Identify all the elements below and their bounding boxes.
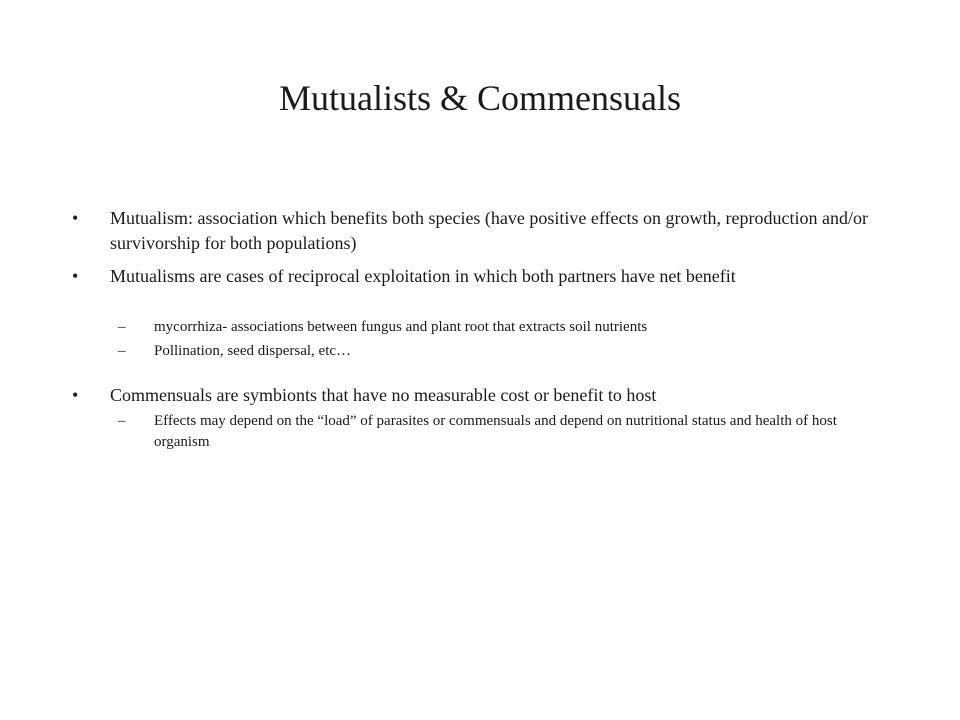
dash-marker: – — [118, 413, 126, 429]
bullet-marker: • — [72, 266, 79, 286]
bullet-item — [72, 383, 872, 408]
bullet-marker: • — [72, 385, 79, 405]
sub-bullet-text: Pollination, seed dispersal, etc… — [154, 343, 352, 359]
slide-body — [72, 206, 872, 453]
sub-bullet-item — [72, 317, 872, 338]
bullet-text: Mutualisms are cases of reciprocal exploitation in which both partners have net benefit — [110, 266, 736, 286]
sub-bullet-text: Effects may depend on the “load” of parasites or commensuals and depend on nutritional status and health of host organism — [154, 413, 837, 450]
sub-bullet-item — [72, 341, 872, 362]
bullet-text: Commensuals are symbionts that have no measurable cost or benefit to host — [110, 385, 657, 405]
sub-bullet-text: mycorrhiza- associations between fungus and plant root that extracts soil nutrients — [154, 319, 648, 335]
bullet-text: Mutualism: association which benefits both species (have positive effects on growth, reproduction and/or survivorship for both populations) — [110, 208, 868, 253]
bullet-item — [72, 206, 872, 256]
bullet-item — [72, 264, 872, 289]
dash-marker: – — [118, 343, 126, 359]
sub-bullet-item — [72, 411, 872, 453]
bullet-marker: • — [72, 208, 79, 228]
slide-title: Mutualists & Commensuals — [278, 78, 681, 118]
dash-marker: – — [118, 319, 126, 335]
